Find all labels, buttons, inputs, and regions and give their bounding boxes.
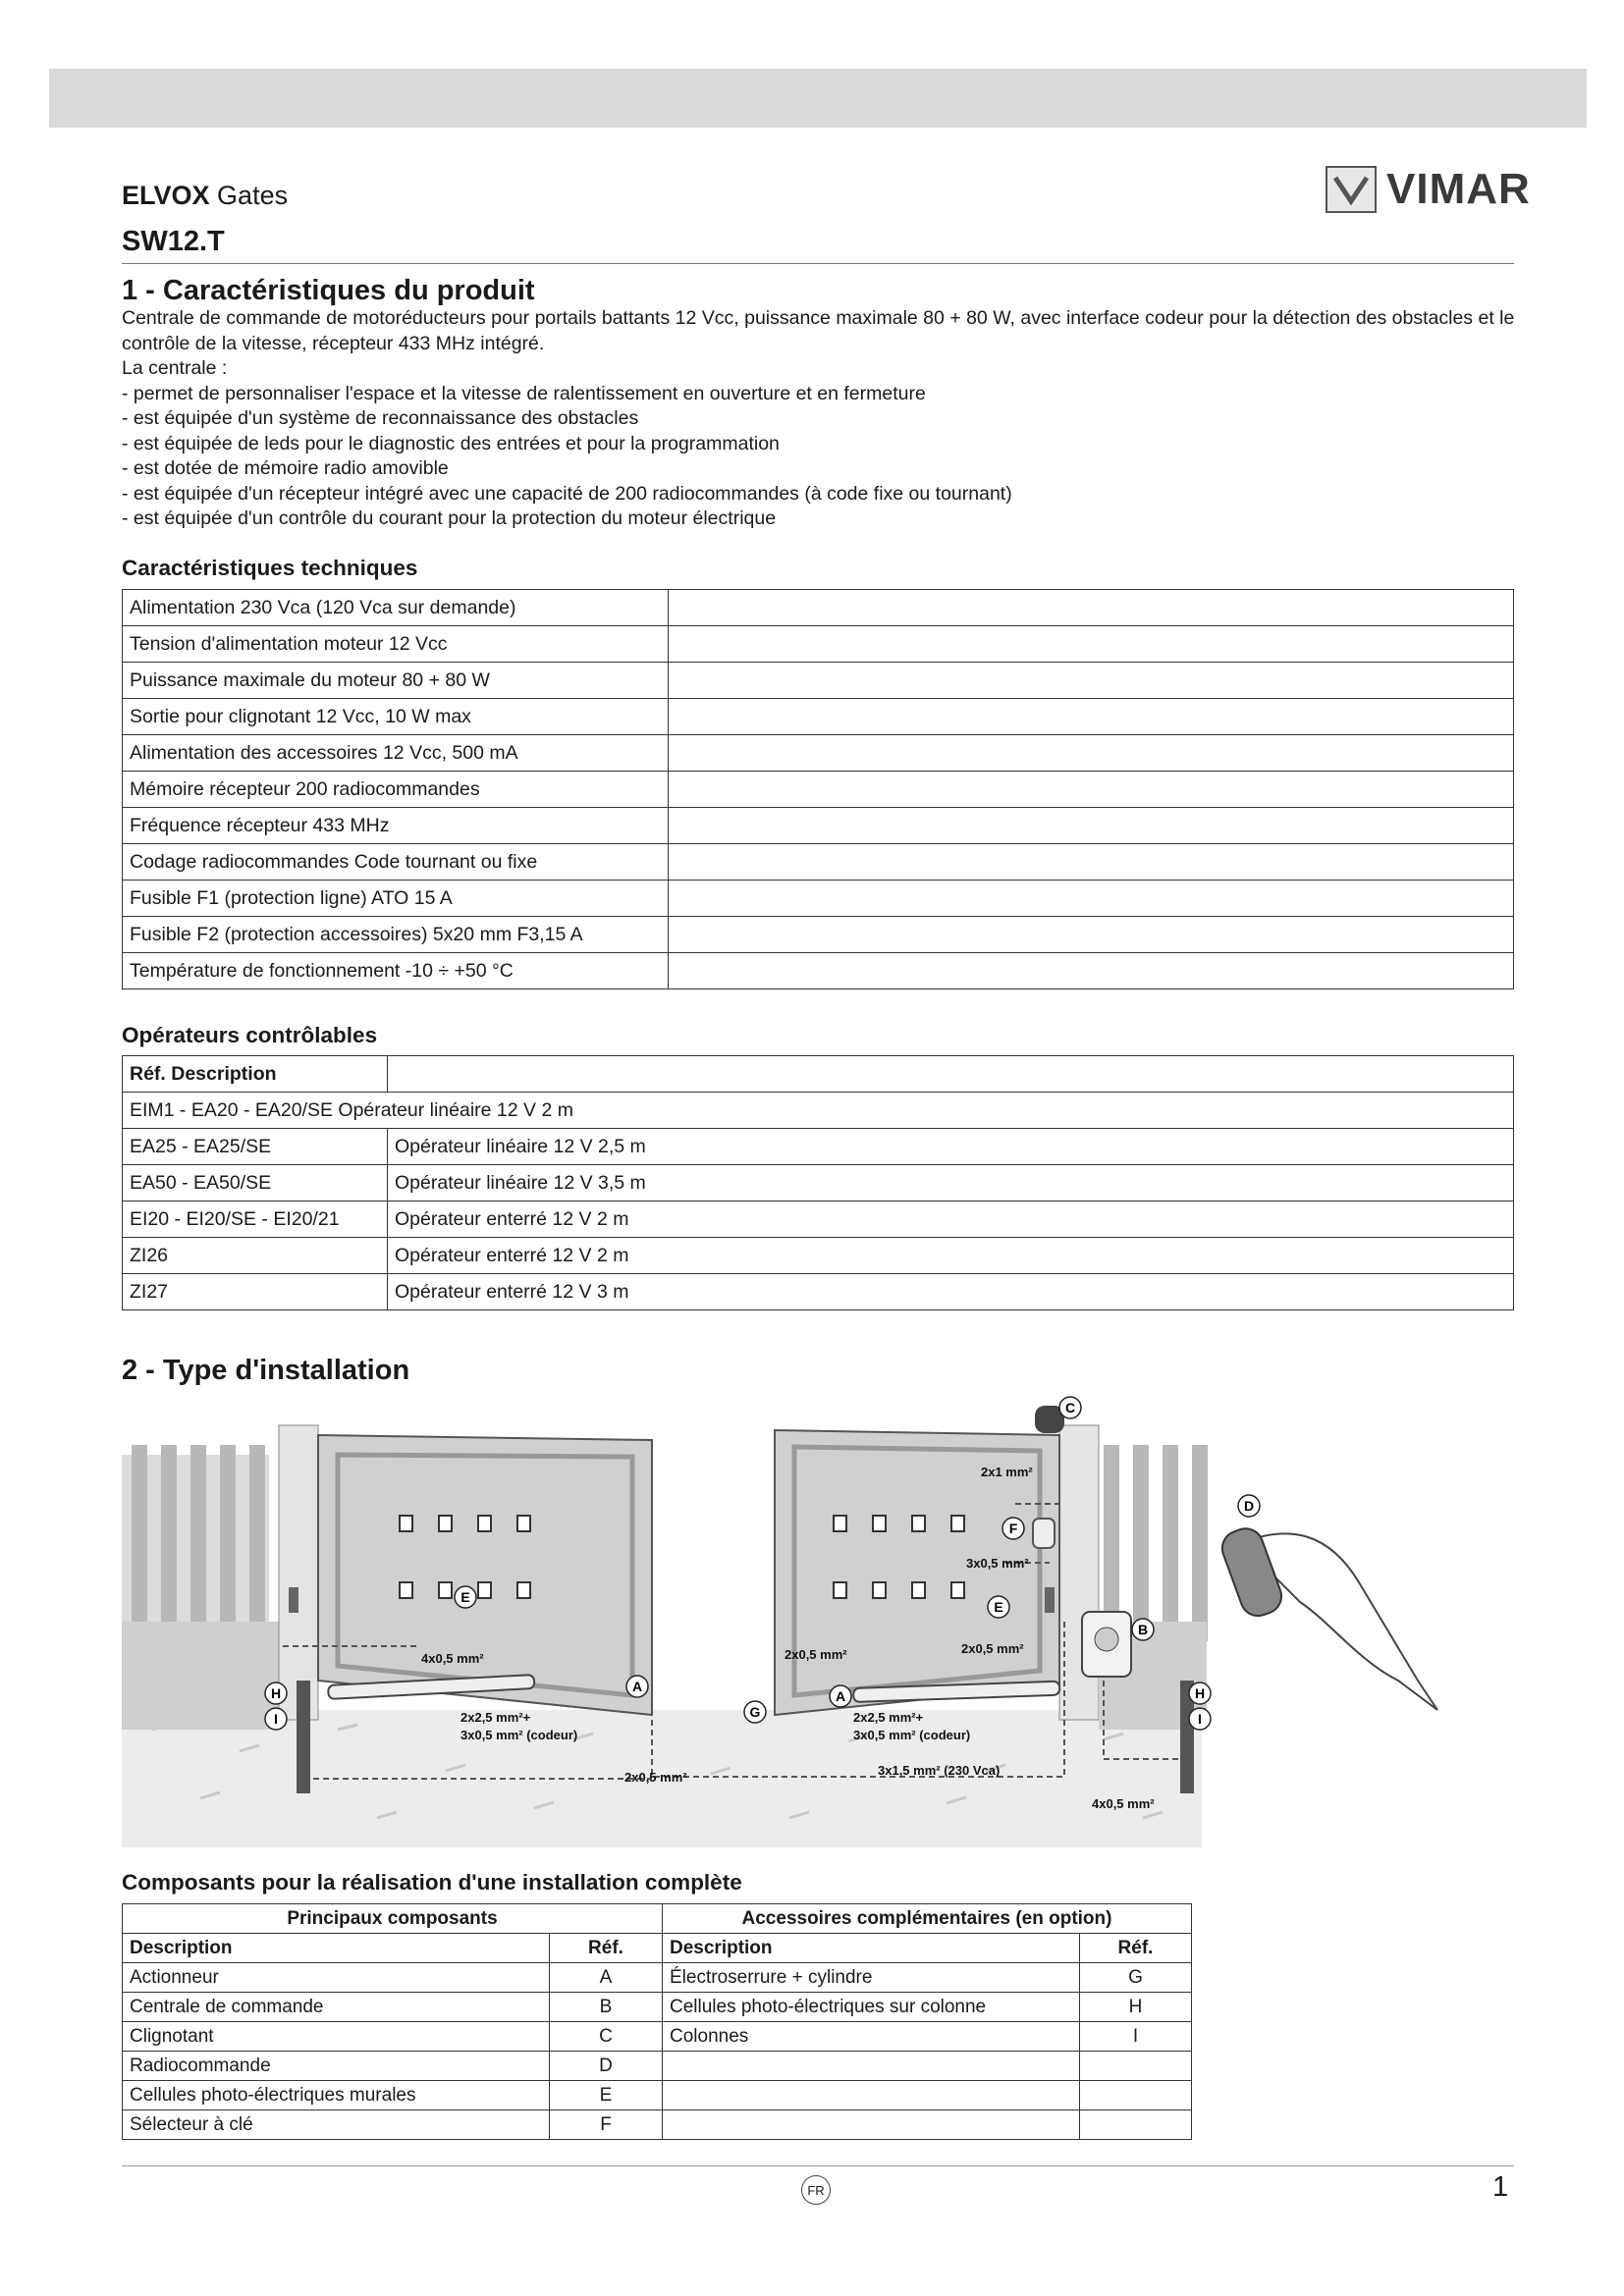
svg-text:F: F <box>1008 1521 1018 1536</box>
table-row: EI20 - EI20/SE - EI20/21 Opérateur enterré 12 V 2 m <box>123 1201 1514 1238</box>
section-1-title: 1 - Caractéristiques du produit <box>122 275 535 306</box>
marker-e <box>988 1596 1009 1618</box>
intro-line: - est équipée d'un contrôle du courant pour la protection du moteur électrique <box>122 507 777 529</box>
top-gray-bar <box>49 69 1587 128</box>
table-header-row: Principaux composants Accessoires complémentaires (en option) <box>123 1904 1192 1934</box>
installation-diagram <box>122 1386 1477 1847</box>
table-row: Actionneur A Électroserrure + cylindre G <box>123 1963 1192 1993</box>
components-title: Composants pour la réalisation d'une installation complète <box>122 1870 742 1895</box>
marker-i <box>265 1708 287 1730</box>
svg-text:A: A <box>631 1679 643 1694</box>
marker-d <box>1238 1495 1260 1517</box>
table-row: ZI26 Opérateur enterré 12 V 2 m <box>123 1238 1514 1274</box>
cable-label: 3x0,5 mm² (codeur) <box>460 1728 578 1742</box>
table-row: Alimentation 230 Vca (120 Vca sur demande) <box>123 590 1514 626</box>
marker-a <box>830 1685 851 1707</box>
intro-line: - est équipée d'un récepteur intégré avec une capacité de 200 radiocommandes (à code fixe ou tournant) <box>122 482 1012 505</box>
svg-text:B: B <box>1137 1622 1149 1637</box>
svg-text:G: G <box>749 1704 761 1720</box>
svg-text:E: E <box>994 1599 1003 1615</box>
key-selector <box>1033 1519 1055 1548</box>
table-row: EA50 - EA50/SE Opérateur linéaire 12 V 3,5 m <box>123 1165 1514 1201</box>
vimar-logo-icon <box>1326 166 1377 213</box>
intro-line: Centrale de commande de motoréducteurs pour portails battants 12 Vcc, puissance maximale 80 + 80 W, avec interface codeur pour la détection des obstacles et le contrôle de la vitesse, récepteur 433 MHz intégré. <box>122 307 1515 354</box>
marker-h <box>265 1682 287 1704</box>
table-header-row: Réf. Description <box>123 1056 1514 1093</box>
marker-h <box>1189 1682 1211 1704</box>
tech-specs-table <box>122 589 1514 989</box>
table-row: Radiocommande D <box>123 2052 1192 2081</box>
wall-photocell-left <box>289 1587 298 1613</box>
marker-g <box>744 1701 766 1723</box>
tech-specs-title: Caractéristiques techniques <box>122 556 418 580</box>
footer-rule <box>122 2165 1514 2166</box>
table-row: EIM1 - EA20 - EA20/SE Opérateur linéaire 12 V 2 m <box>123 1093 1514 1129</box>
header-rule <box>122 263 1514 264</box>
table-row: Fréquence récepteur 433 MHz <box>123 808 1514 844</box>
table-row: Codage radiocommandes Code tournant ou fixe <box>123 844 1514 881</box>
left-fence <box>122 1445 282 1730</box>
svg-text:C: C <box>1064 1400 1076 1415</box>
product-description <box>122 306 1516 532</box>
cable-label: 2x1 mm² <box>981 1465 1033 1479</box>
model-name: SW12.T <box>122 226 225 257</box>
cable-label: 2x0,5 mm² <box>785 1647 847 1662</box>
brand-name: ELVOX Gates <box>122 181 289 210</box>
marker-e <box>455 1586 476 1608</box>
remote-control-with-hand <box>1218 1523 1437 1710</box>
marker-a <box>626 1676 648 1697</box>
table-row: ZI27 Opérateur enterré 12 V 3 m <box>123 1274 1514 1310</box>
cable-label: 2x2,5 mm²+ <box>853 1710 924 1725</box>
components-table <box>122 1903 1192 2140</box>
table-row: Fusible F2 (protection accessoires) 5x20 mm F3,15 A <box>123 917 1514 953</box>
table-row: Fusible F1 (protection ligne) ATO 15 A <box>123 881 1514 917</box>
svg-text:I: I <box>1198 1711 1202 1727</box>
cable-label: 2x0,5 mm² <box>624 1770 687 1785</box>
svg-text:I: I <box>274 1711 278 1727</box>
cable-label: 4x0,5 mm² <box>421 1651 484 1666</box>
table-row: Température de fonctionnement -10 ÷ +50 °C <box>123 953 1514 989</box>
table-header-row: Description Réf. Description Réf. <box>123 1934 1192 1963</box>
marker-i <box>1189 1708 1211 1730</box>
marker-b <box>1132 1619 1154 1640</box>
cable-label: 3x1,5 mm² (230 Vca) <box>878 1763 1001 1778</box>
language-badge: FR <box>801 2175 831 2205</box>
table-row: Sélecteur à clé F <box>123 2110 1192 2140</box>
section-2-title: 2 - Type d'installation <box>122 1355 410 1386</box>
table-row: Clignotant C Colonnes I <box>123 2022 1192 2052</box>
left-gate-leaf <box>318 1435 652 1715</box>
intro-line: - permet de personnaliser l'espace et la vitesse de ralentissement en ouverture et en fermeture <box>122 382 926 404</box>
svg-text:H: H <box>1194 1685 1206 1701</box>
table-row: Sortie pour clignotant 12 Vcc, 10 W max <box>123 699 1514 735</box>
cable-label: 3x0,5 mm² (codeur) <box>853 1728 971 1742</box>
table-row: Mémoire récepteur 200 radiocommandes <box>123 772 1514 808</box>
control-unit <box>1082 1612 1131 1677</box>
svg-text:E: E <box>460 1589 470 1605</box>
table-row: Puissance maximale du moteur 80 + 80 W <box>123 663 1514 699</box>
intro-line: - est équipée d'un système de reconnaissance des obstacles <box>122 407 639 429</box>
marker-f <box>1002 1518 1024 1539</box>
cable-label: 4x0,5 mm² <box>1092 1796 1155 1811</box>
svg-text:A: A <box>835 1688 846 1704</box>
table-row: EA25 - EA25/SE Opérateur linéaire 12 V 2,5 m <box>123 1129 1514 1165</box>
table-row: Alimentation des accessoires 12 Vcc, 500 mA <box>123 735 1514 772</box>
svg-text:H: H <box>270 1685 282 1701</box>
marker-c <box>1059 1397 1081 1418</box>
intro-line: La centrale : <box>122 357 228 379</box>
table-row: Tension d'alimentation moteur 12 Vcc <box>123 626 1514 663</box>
cable-label: 2x0,5 mm² <box>961 1641 1024 1656</box>
cable-label: 2x2,5 mm²+ <box>460 1710 531 1725</box>
table-row: Centrale de commande B Cellules photo-électriques sur colonne H <box>123 1993 1192 2022</box>
cable-label: 3x0,5 mm² <box>966 1556 1029 1571</box>
intro-line: - est dotée de mémoire radio amovible <box>122 457 449 479</box>
vimar-logo: VIMAR <box>1326 165 1531 214</box>
operators-title: Opérateurs contrôlables <box>122 1023 378 1047</box>
operators-table <box>122 1055 1514 1310</box>
wall-photocell-right <box>1045 1587 1055 1613</box>
table-row: Cellules photo-électriques murales E <box>123 2081 1192 2110</box>
left-pillar <box>279 1425 318 1720</box>
svg-text:D: D <box>1243 1498 1255 1514</box>
intro-line: - est équipée de leds pour le diagnostic des entrées et pour la programmation <box>122 432 780 454</box>
page-number: 1 <box>1492 2171 1509 2203</box>
